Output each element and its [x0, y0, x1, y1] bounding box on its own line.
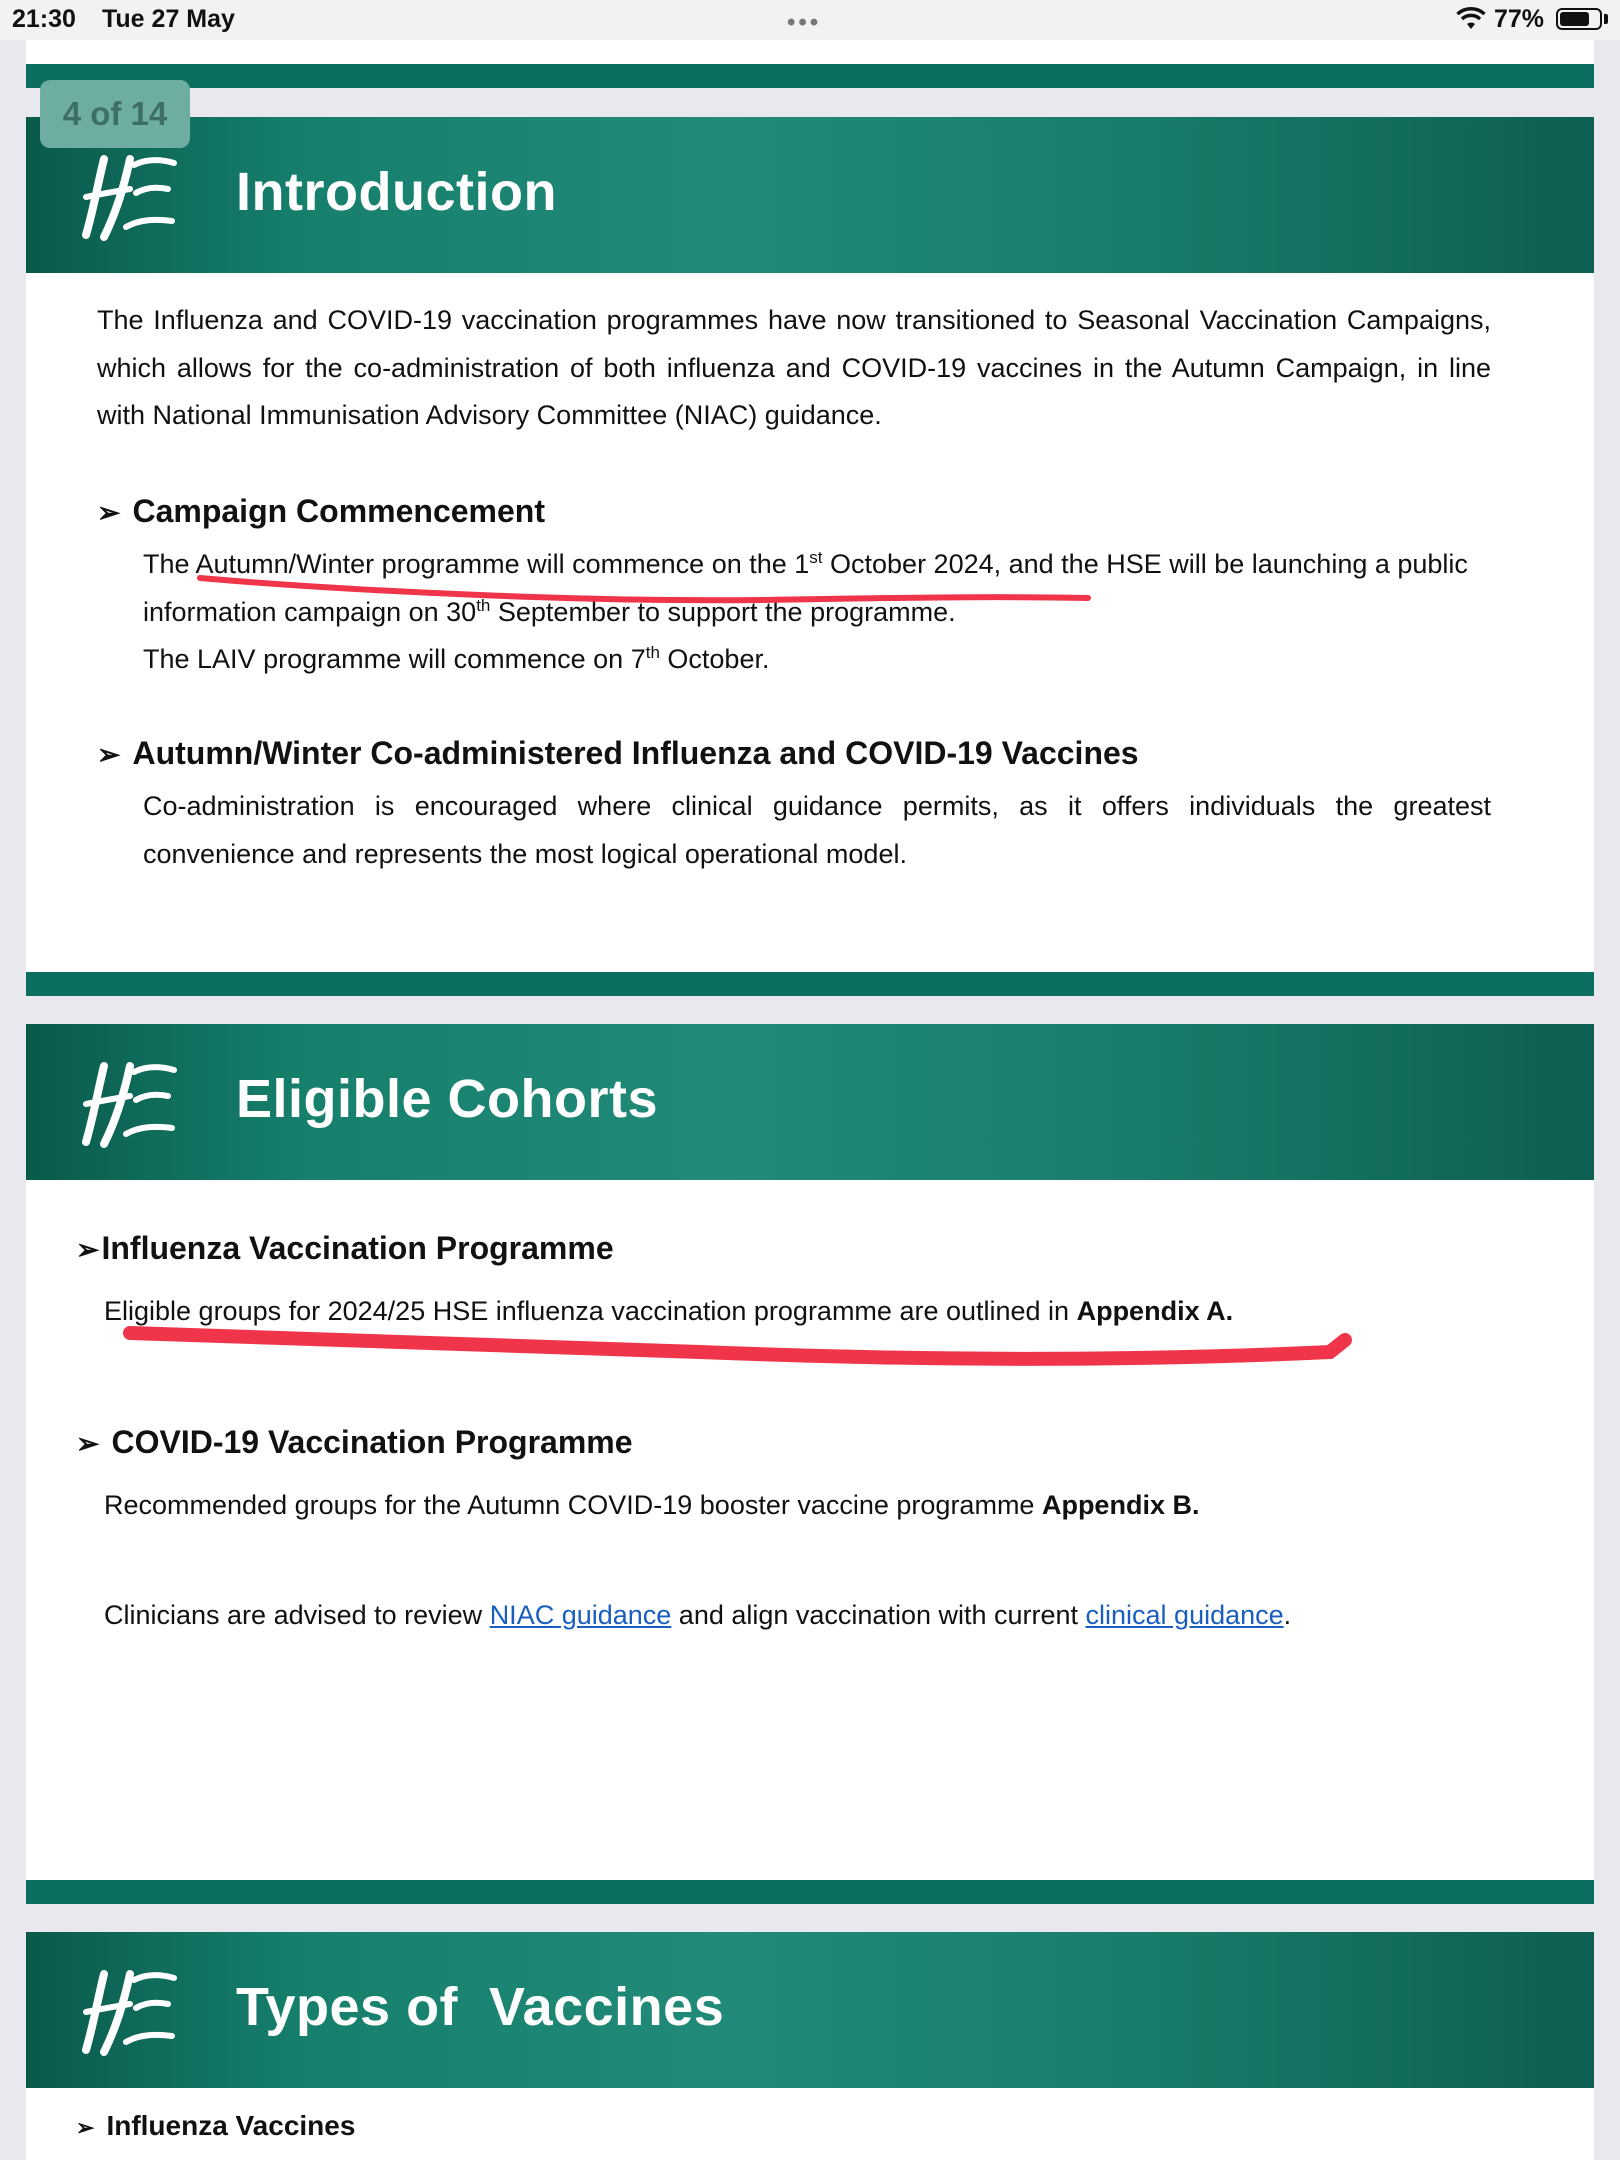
status-bar — [0, 0, 1620, 40]
section-header — [26, 1024, 1594, 1180]
page-separator-band — [26, 64, 1594, 88]
battery-tip — [1604, 14, 1608, 24]
intro-paragraph: The Influenza and COVID-19 vaccination programmes have now transitioned to Seasonal Vaccination Campaigns, which allows for the co-administration of both influenza and COVID-19 vaccines in the Autumn Campaign, in line with National Immunisation Advisory Committee (NIAC) guidance. — [97, 305, 1491, 430]
page-indicator: 4 of 14 — [40, 80, 190, 148]
clinicians-text: Clinicians are advised to review NIAC guidance and align vaccination with current clinical guidance. — [104, 1600, 1292, 1630]
bullet-heading — [76, 1424, 633, 1461]
page-separator-band — [26, 1880, 1594, 1904]
page-eligible-cohorts — [26, 1024, 1594, 1880]
section-title: Types of Vaccines — [236, 1977, 725, 2037]
heading-text: COVID-19 Vaccination Programme — [111, 1424, 633, 1460]
section-header — [26, 1932, 1594, 2088]
arrow-bullet-icon: ➢ — [76, 1234, 100, 1265]
section-header — [26, 117, 1594, 273]
wifi-icon — [1456, 6, 1486, 32]
heading-text: Campaign Commencement — [132, 493, 545, 529]
heading-text: Influenza Vaccines — [106, 2110, 356, 2141]
section-title: Eligible Cohorts — [236, 1069, 659, 1129]
arrow-bullet-icon: ➢ — [76, 2115, 95, 2140]
battery-icon — [1556, 8, 1602, 30]
status-date: Tue 27 May — [102, 5, 235, 33]
previous-page-bottom — [26, 40, 1594, 64]
hse-logo — [74, 147, 184, 243]
covid-recommended-text: Recommended groups for the Autumn COVID-19 booster vaccine programme Appendix B. — [104, 1490, 1200, 1520]
status-time: 21:30 — [12, 5, 76, 33]
bullet-heading — [76, 1230, 614, 1267]
commencement-paragraph: The Autumn/Winter programme will commence on the 1st October 2024, and the HSE will be launching a public information campaign on 30th September to support the programme. The LAIV programme will commence on 7th October. — [143, 548, 1468, 674]
heading-text: Autumn/Winter Co-administered Influenza and COVID-19 Vaccines — [132, 735, 1139, 771]
section-title: Introduction — [236, 162, 557, 222]
page-separator-band — [26, 972, 1594, 996]
bullet-heading — [97, 735, 1139, 772]
battery-percent: 77% — [1494, 5, 1545, 33]
clinical-guidance-link[interactable]: clinical guidance — [1085, 1600, 1284, 1630]
bullet-heading — [76, 2110, 355, 2142]
battery-level — [1560, 12, 1589, 26]
multitasking-dots-icon[interactable]: ••• — [787, 9, 822, 36]
arrow-bullet-icon: ➢ — [97, 739, 121, 770]
heading-text: Influenza Vaccination Programme — [101, 1230, 614, 1266]
hse-logo — [74, 1054, 184, 1150]
flu-eligible-text: Eligible groups for 2024/25 HSE influenza vaccination programme are outlined in Appendix A. — [104, 1296, 1234, 1326]
arrow-bullet-icon: ➢ — [76, 1428, 100, 1459]
bullet-heading — [97, 493, 545, 530]
page-types-of-vaccines — [26, 1932, 1594, 2160]
niac-guidance-link[interactable]: NIAC guidance — [489, 1600, 672, 1630]
page-introduction — [26, 117, 1594, 972]
hse-logo — [74, 1962, 184, 2058]
arrow-bullet-icon: ➢ — [97, 497, 121, 528]
coadmin-paragraph: Co-administration is encouraged where clinical guidance permits, as it offers individuals the greatest convenience and represents the most logical operational model. — [143, 791, 1491, 869]
